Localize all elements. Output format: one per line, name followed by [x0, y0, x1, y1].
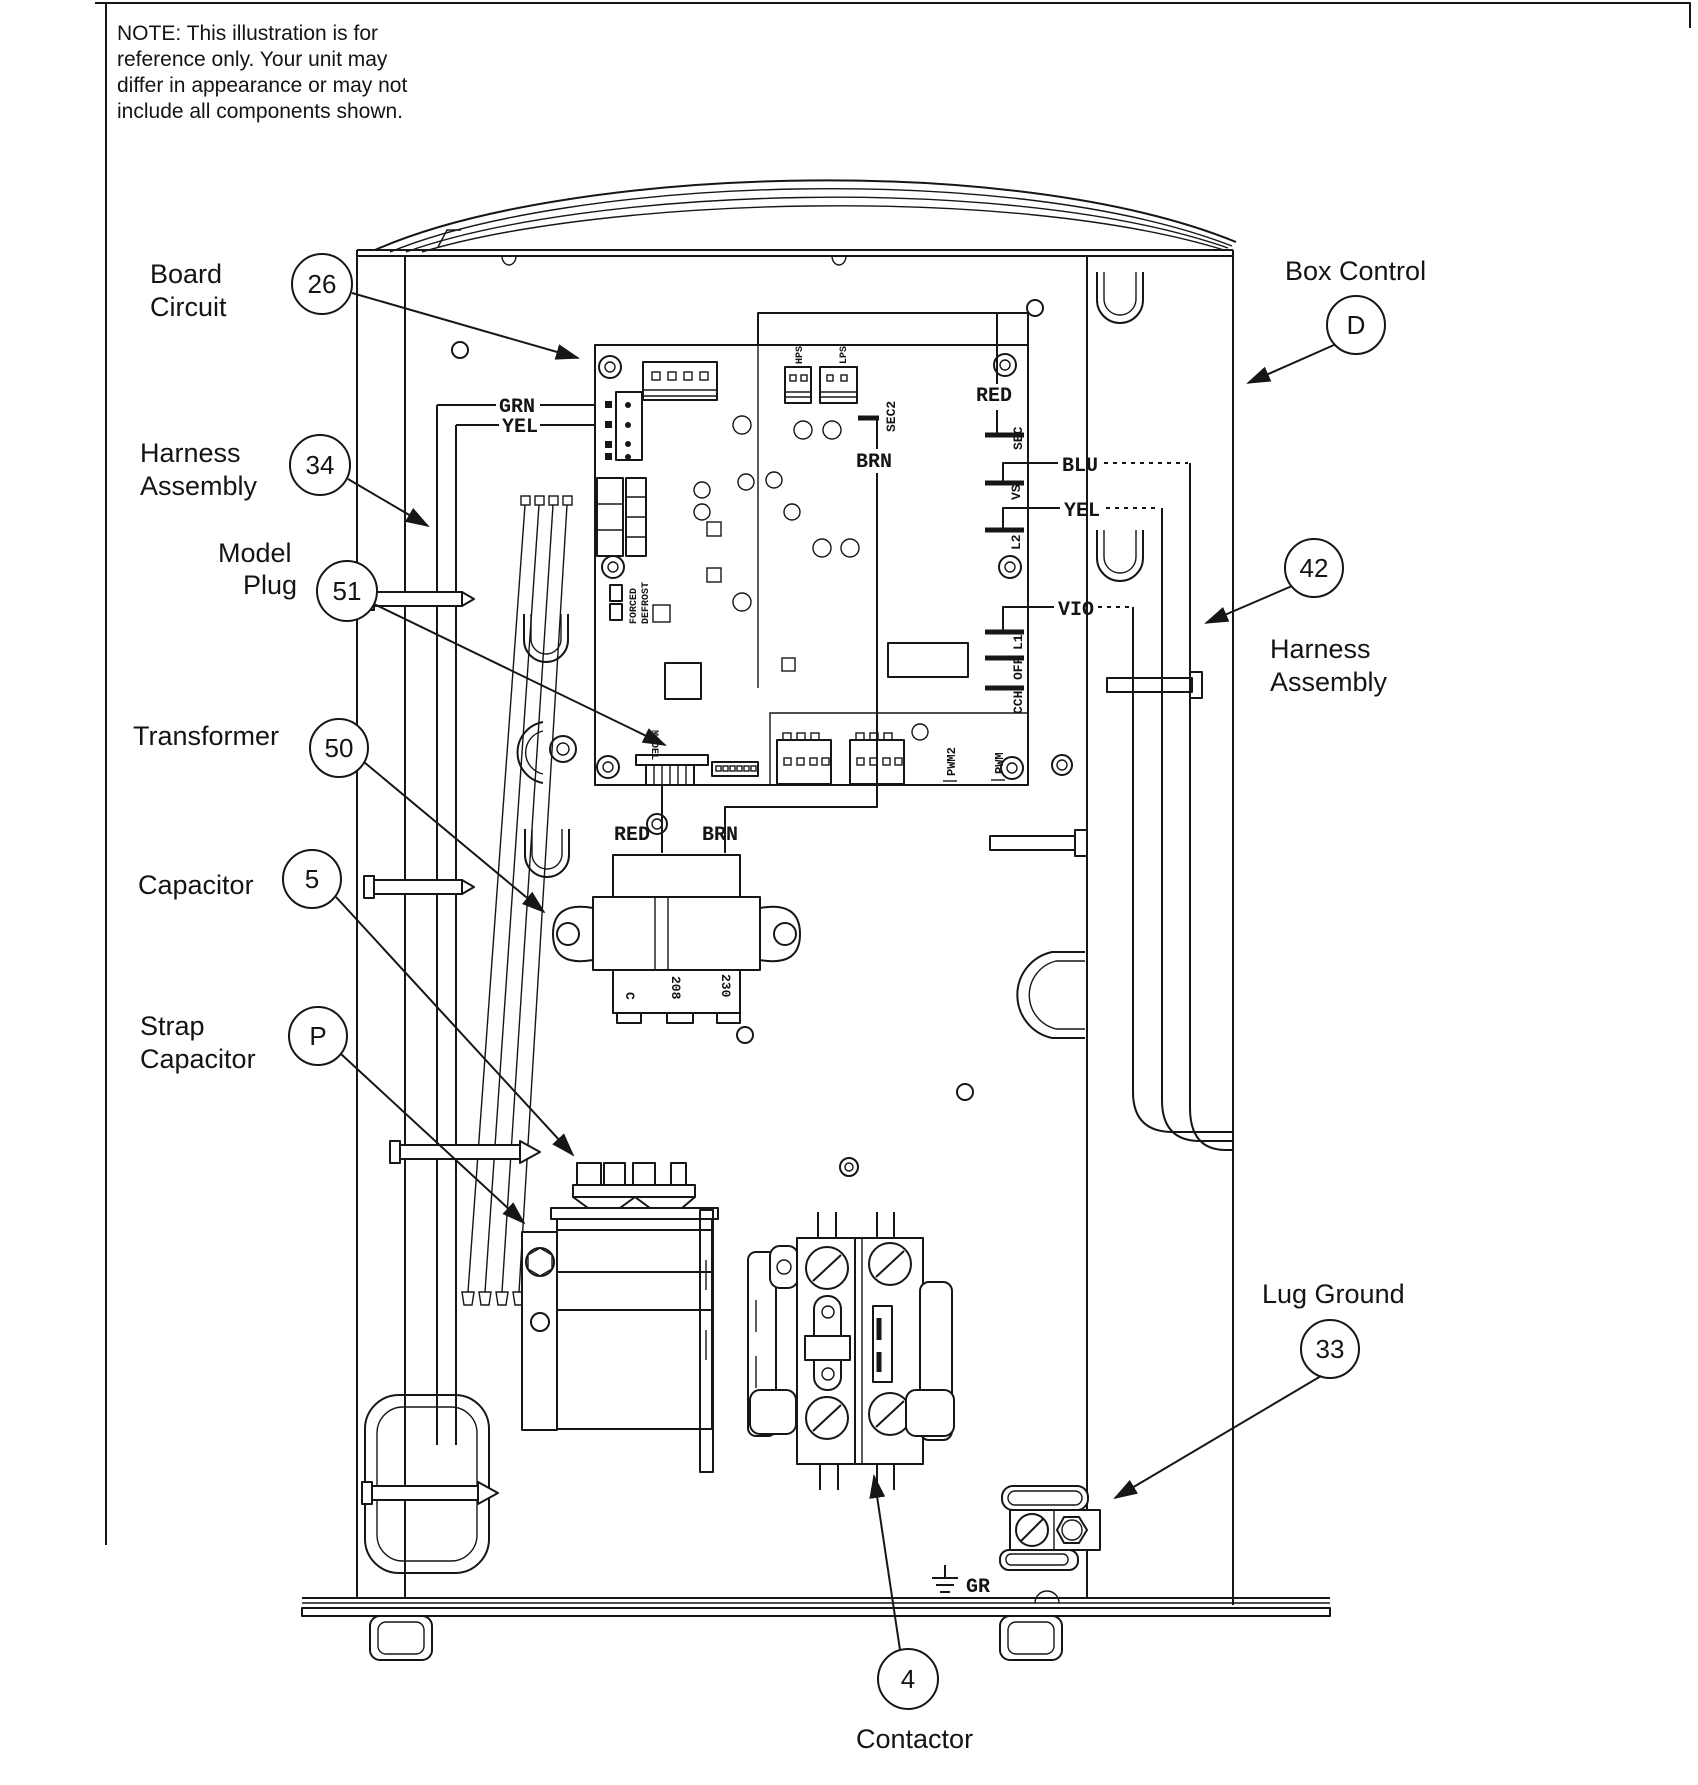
callout-label: Assembly [1270, 667, 1388, 697]
board-label-off: OFF [1011, 656, 1026, 680]
callout-ref: 5 [304, 864, 320, 894]
xfmr-terminal-230: 230 [718, 974, 733, 998]
callout-ref: 51 [332, 576, 362, 606]
callout-label: Strap [140, 1011, 205, 1041]
callout-label: Box Control [1285, 256, 1427, 286]
note-line: reference only. Your unit may [117, 48, 388, 71]
callout-ref: P [309, 1021, 327, 1051]
harness-assembly-right [1003, 455, 1233, 1150]
callout-lug-ground [1115, 1279, 1405, 1498]
callout-ref: 26 [307, 269, 337, 299]
callout-ref: 34 [305, 450, 335, 480]
callout-label: Contactor [856, 1724, 974, 1754]
callout-harness-left [140, 435, 428, 526]
wire-label-grn: GRN [499, 396, 536, 419]
wire-label-brn-xfmr: BRN [702, 824, 739, 847]
xfmr-terminal-208: 208 [668, 976, 683, 1000]
board-label-hps: HPS [795, 345, 806, 364]
transformer [553, 855, 800, 1023]
bottom-bracket [365, 1395, 489, 1573]
wire-label-vio: VIO [1058, 599, 1095, 622]
callout-label: Model [218, 538, 292, 568]
wire-label-blu: BLU [1062, 455, 1099, 478]
board-label-pwm2: PWM2 [945, 747, 959, 776]
board-label-cch: CCH [1011, 690, 1026, 714]
board-label-forced: FORCED [629, 587, 640, 624]
callout-ref: 42 [1299, 553, 1329, 583]
ground-lug [1000, 1486, 1100, 1570]
wire-label-yel-right: YEL [1064, 500, 1101, 523]
callout-label: Lug Ground [1262, 1279, 1405, 1309]
circuit-board [595, 313, 1028, 785]
callout-label: Capacitor [138, 870, 254, 900]
callout-label: Harness [140, 438, 241, 468]
board-label-l1: L1 [1011, 634, 1026, 650]
callout-board-circuit [150, 254, 578, 358]
contactor [700, 1210, 954, 1490]
callout-label: Harness [1270, 634, 1371, 664]
note-text [117, 22, 407, 123]
callout-ref: 4 [900, 1664, 916, 1694]
board-label-l2: L2 [1009, 534, 1024, 550]
callout-label: Capacitor [140, 1044, 256, 1074]
note-line: include all components shown. [117, 100, 404, 123]
callout-label: Board [150, 259, 223, 289]
wire-label-red-xfmr: RED [614, 824, 651, 847]
ground-label: GR [966, 1576, 991, 1599]
board-label-sec: SEC [1011, 426, 1026, 450]
callout-label: Circuit [150, 292, 227, 322]
callout-label: Plug [243, 570, 298, 600]
cable-tie [362, 588, 540, 1504]
callout-box-control [1248, 256, 1426, 383]
xfmr-terminal-c: C [622, 992, 637, 1000]
callout-ref: 50 [324, 733, 354, 763]
callout-label: Assembly [140, 471, 258, 501]
wire-label-yel: YEL [502, 416, 539, 439]
board-label-pwm: PWM [993, 752, 1007, 774]
callout-ref: 33 [1315, 1334, 1345, 1364]
callout-label: Transformer [133, 721, 280, 751]
board-label-lps: LPS [839, 345, 850, 364]
ground-symbol [932, 1565, 990, 1599]
wire-label-red-top: RED [976, 385, 1013, 408]
note-line: NOTE: This illustration is for [117, 22, 379, 45]
note-line: differ in appearance or may not [117, 74, 408, 97]
callout-ref: D [1346, 310, 1366, 340]
capacitor-strap [522, 1232, 557, 1430]
board-label-model: MODEL [648, 730, 659, 761]
callout-capacitor [138, 850, 573, 1155]
board-label-defrost: DEFROST [641, 581, 652, 624]
board-label-vs: VS [1009, 484, 1024, 500]
wire-label-brn-top: BRN [856, 451, 893, 474]
board-label-sec2: SEC2 [884, 400, 899, 432]
capacitor [551, 1163, 718, 1429]
